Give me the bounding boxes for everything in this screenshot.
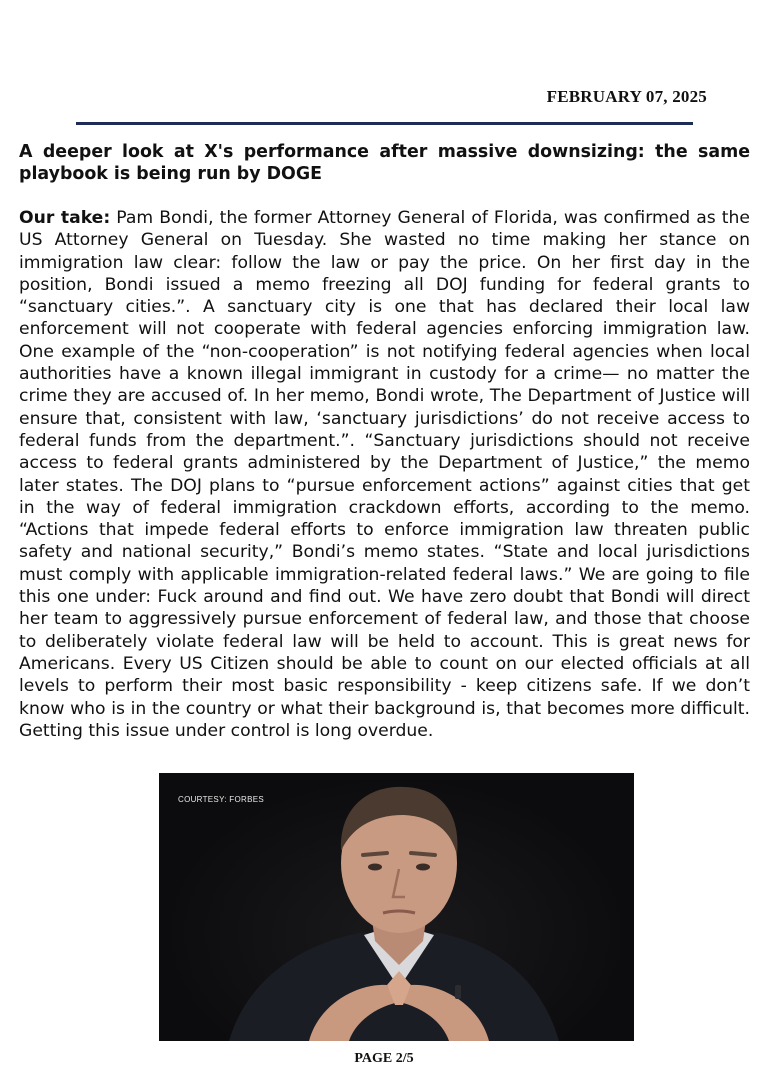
article-body-text: Pam Bondi, the former Attorney General of Florida, was confirmed as the US Attorney General on Tuesday. She wasted no time making her stance on immigration law clear: follow the law or pay the price. On her first day in the position, Bondi issued a memo freezing all DOJ funding for federal grants to “sanctuary cities.”. A sanctuary city is one that has declared their local law enforcement will not cooperate with federal agencies enforcing immigration law. One example of the “non-cooperation” is not notifying federal agencies when local authorities have a known illegal immigrant in custody for a crime— no matter the crime they are accused of. In her memo, Bondi wrote, The Department of Justice will ensure that, consistent with law, ‘sanctuary jurisdictions’ do not receive access to federal funds from the department.”. “Sanctuary jurisdictions should not receive access to federal grants administered by the Department of Justice,” the memo later states. The DOJ plans to “pursue enforcement actions” against cities that get in the way of federal immigration crackdown efforts, according to the memo. “Actions that impede federal efforts to enforce immigration law threaten public safety and national security,” Bondi’s memo states. “State and local jurisdictions must comply with applicable immigration-related federal laws.” We are going to file this one under: Fuck around and find out. We have zero doubt that Bondi will direct her team to aggressively pursue enforcement of federal law, and those that choose to deliberately violate federal law will be held to account. This is great news for Americans. Every US Citizen should be able to count on our elected officials at all levels to perform their most basic responsibility - keep citizens safe. If we don’t know who is in the country or what their background is, that becomes more difficult. Getting this issue under control is long overdue. [19, 208, 750, 741]
portrait-illustration [159, 773, 634, 1041]
article-headline: A deeper look at X's performance after massive downsizing: the same playbook is being run by DOGE [19, 142, 750, 184]
article-body [19, 207, 750, 742]
lead-label: Our take: [19, 208, 111, 228]
photo-credit: COURTESY: FORBES [178, 795, 265, 804]
header-divider [76, 122, 693, 125]
page-number: PAGE 2/5 [354, 1051, 414, 1066]
issue-date: FEBRUARY 07, 2025 [546, 87, 707, 106]
article-photo [159, 773, 634, 1041]
